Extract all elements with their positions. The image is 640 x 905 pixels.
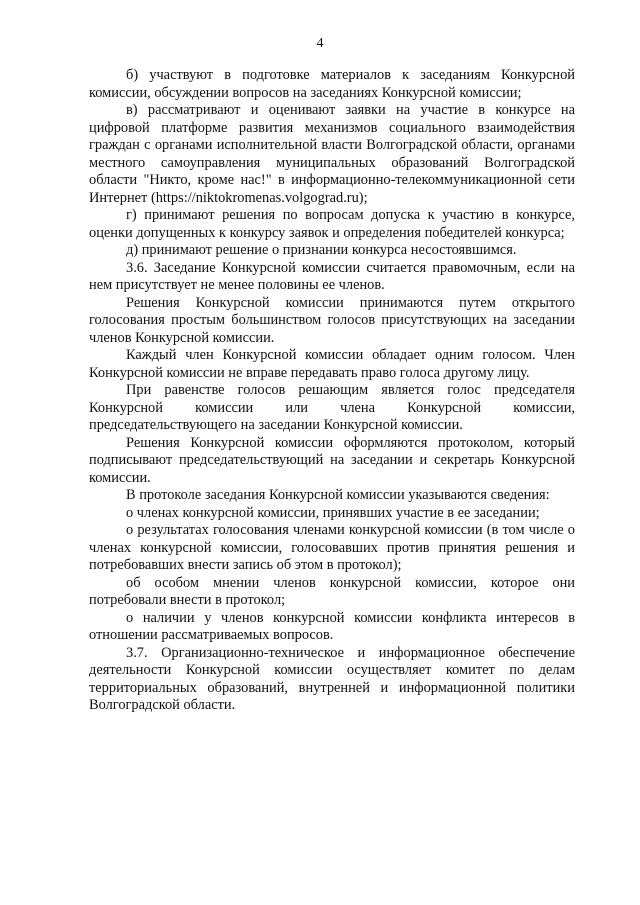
paragraph-special-opinion: об особом мнении членов конкурсной комиссии, которое они потребовали внести в протокол; (89, 574, 575, 608)
paragraph-one-vote: Каждый член Конкурсной комиссии обладает одним голосом. Член Конкурсной комиссии не вправе передавать право голоса другому лицу. (89, 347, 575, 381)
paragraph-members-present: о членах конкурсной комиссии, принявших участие в ее заседании; (126, 504, 540, 521)
paragraph-open-voting: Решения Конкурсной комиссии принимаются путем открытого голосования простым большинством голосов присутствующих на заседании членов Конкурсной комиссии. (89, 294, 575, 346)
paragraph-tie-vote: При равенстве голосов решающим является голос председателя Конкурсной комиссии или члена Конкурсной комиссии, председательствующего на заседании Конкурсной комиссии. (89, 382, 575, 433)
page-number: 4 (316, 36, 324, 51)
paragraph-v-review-applications: в) рассматривают и оценивают заявки на участие в конкурсе на цифровой платформе развития механизмов социального взаимодействия граждан с органами исполнительной власти Волгоградской области, органами местного самоуправления муниципальных образований Волгоградской области "Никто, кроме нас!" в информационно-телекоммуникационной сети Интернет (https://niktokromenas.volgograd.ru); (89, 102, 575, 206)
paragraph-protocol-contents: В протоколе заседания Конкурсной комиссии указываются сведения: (126, 487, 550, 503)
paragraph-d-contest-failed: д) принимают решение о признании конкурса несостоявшимся. (126, 242, 517, 258)
paragraph-3-7-support: 3.7. Организационно-техническое и информационное обеспечение деятельности Конкурсной комиссии осуществляет комитет по делам территориальных образований, внутренней и информационной политики Волгоградской области. (89, 644, 575, 713)
paragraph-b-participation: б) участвуют в подготовке материалов к заседаниям Конкурсной комиссии, обсуждении вопросов на заседаниях Конкурсной комиссии; (89, 67, 575, 101)
document-body (89, 67, 575, 715)
paragraph-3-6-quorum: 3.6. Заседание Конкурсной комиссии считается правомочным, если на нем присутствует не менее половины ее членов. (89, 259, 575, 293)
paragraph-voting-results: о результатах голосования членами конкурсной комиссии (в том числе о членах конкурсной комиссии, голосовавших против принятия решения и потребовавших внести запись об этом в протокол); (89, 522, 575, 573)
paragraph-g-admission-decisions: г) принимают решения по вопросам допуска к участию в конкурсе, оценки допущенных к конкурсу заявок и определения победителей конкурса; (89, 207, 575, 241)
paragraph-conflict-of-interest: о наличии у членов конкурсной комиссии конфликта интересов в отношении рассматриваемых вопросов. (89, 609, 575, 643)
paragraph-protocol: Решения Конкурсной комиссии оформляются протоколом, который подписывают председательствующий на заседании и секретарь Конкурсной комиссии. (89, 434, 575, 486)
